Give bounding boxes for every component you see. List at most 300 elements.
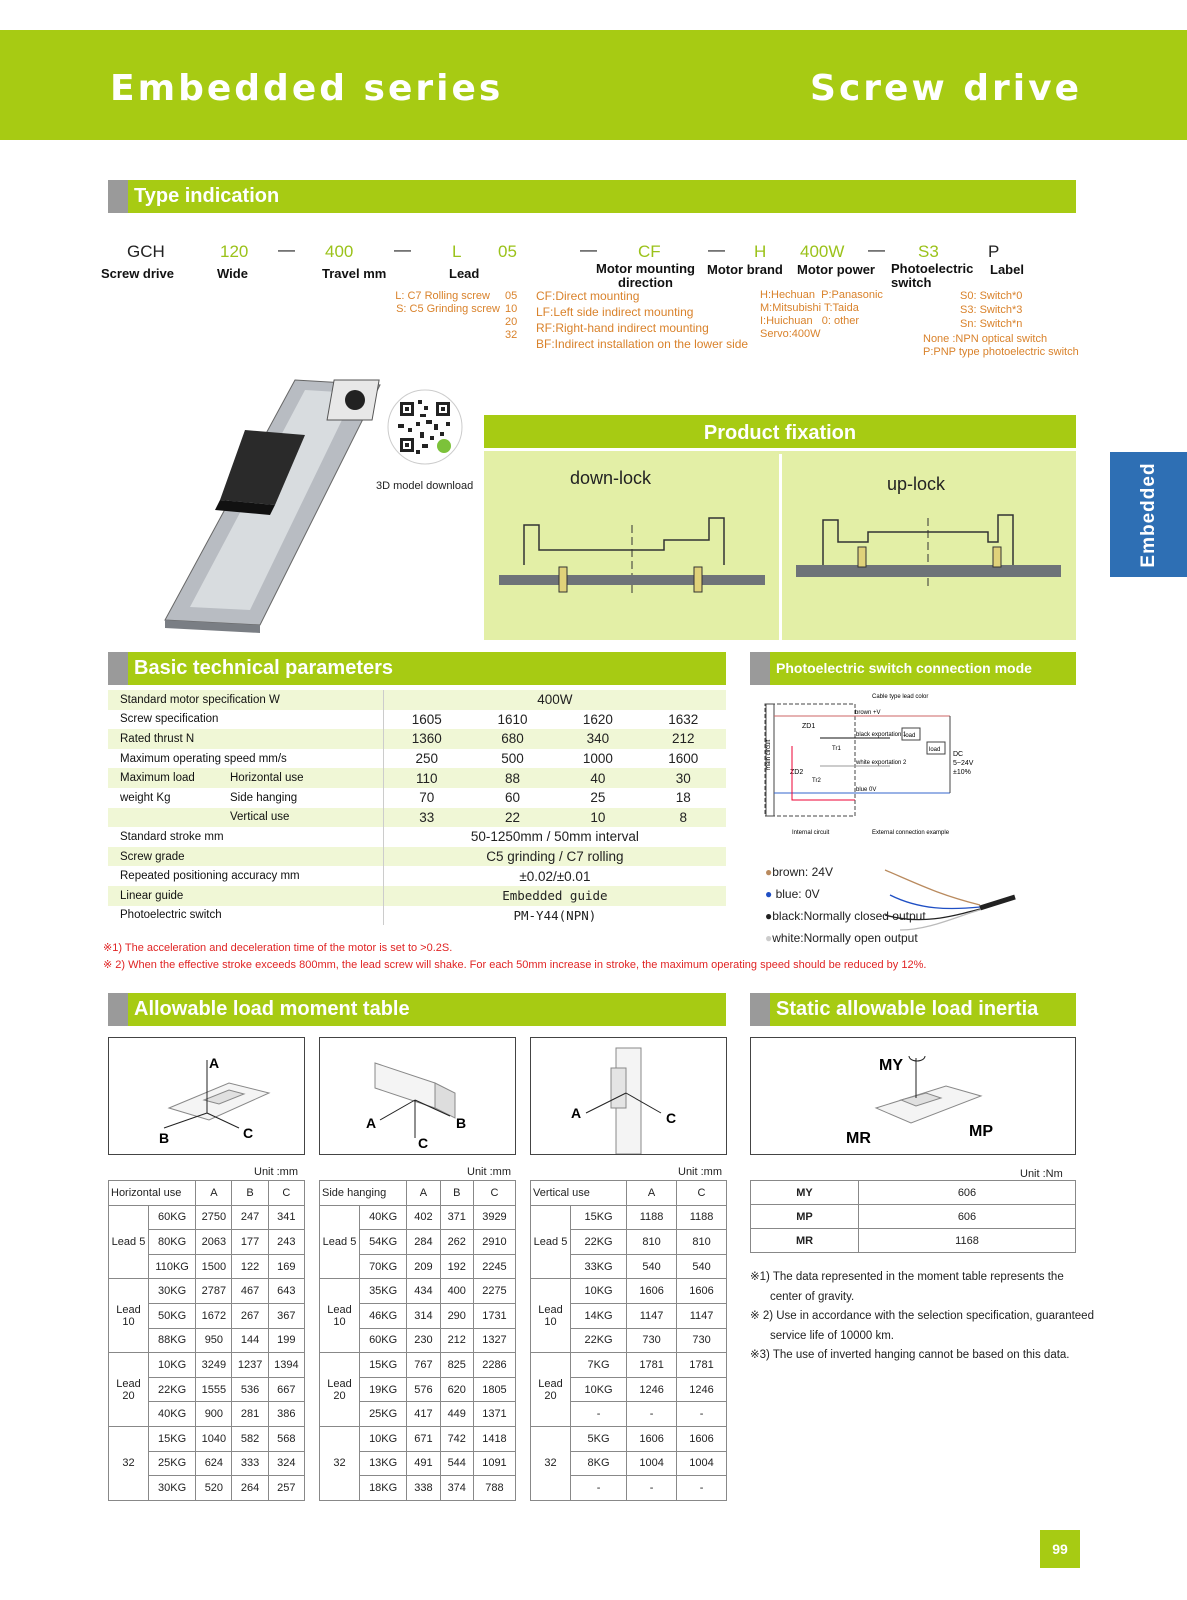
load-weight: 60KG [360,1328,407,1353]
moment-value: 1091 [473,1451,515,1476]
moment-value: 341 [268,1205,304,1230]
inertia-key: MY [751,1181,859,1205]
code-switch: S3 [918,242,939,261]
wire-blue: ● blue: 0V [765,887,820,901]
qr-caption: 3D model download [376,480,474,492]
moment-value: 540 [627,1254,677,1279]
down-lock-label: down-lock [570,468,652,488]
moment-table [530,1180,727,1501]
dc-label: DC [953,751,964,758]
load-label: load [904,733,916,739]
load-weight: 10KG [571,1279,627,1304]
param-value: 8 [641,808,726,828]
params-row [108,729,726,749]
moment-value: 449 [440,1402,473,1427]
moment-value: 247 [232,1205,268,1230]
param-value: 25 [555,788,640,808]
switch-note: S0: Switch*0 [960,290,1023,302]
load-weight: 15KG [360,1353,407,1378]
moment-value: 199 [268,1328,304,1353]
code-power: 400W [800,242,845,261]
label-note: None :NPN optical switch [923,333,1048,345]
table-row [751,1205,1076,1229]
axis-b: B [456,1115,467,1131]
moment-table [108,1180,305,1501]
moment-value: 582 [232,1426,268,1451]
label-motor-brand: Motor brand [707,262,783,277]
inertia-value: 1168 [859,1229,1076,1253]
params-row [108,866,726,886]
wire-brown: ●brown: 24V [765,865,833,879]
label-note: P:PNP type photoelectric switch [923,346,1079,358]
param-value: 1605 [383,710,470,730]
moment-value: 1606 [677,1279,727,1304]
actuator-image [110,375,390,635]
params-row [108,749,726,769]
up-lock-diagram [788,510,1068,605]
white-label: white exportation 2 [856,760,907,766]
lead-group-label: Lead 10 [109,1279,149,1353]
moment-value: 536 [232,1377,268,1402]
param-label: Rated thrust N [108,729,383,749]
param-value: 33 [383,808,470,828]
lead-note-c7: L: C7 Rolling screw [395,290,490,302]
axis-a: A [209,1055,220,1071]
tolerance-label: ±10% [953,769,971,776]
param-value: 50-1250mm / 50mm interval [383,827,726,847]
switch-note: Sn: Switch*n [960,318,1023,330]
moment-value: 209 [407,1254,440,1279]
unit-label: Unit :Nm [1020,1168,1063,1180]
param-value: 1360 [383,729,470,749]
column-header: A [627,1181,677,1206]
moment-value: 620 [440,1377,473,1402]
moment-value: 1246 [627,1377,677,1402]
moment-value: 3249 [196,1353,232,1378]
moment-value: 624 [196,1451,232,1476]
moment-value: 1672 [196,1303,232,1328]
volt-label: 5~24V [953,760,974,767]
inertia-key: MR [751,1229,859,1253]
table-row [320,1426,516,1451]
params-row [108,847,726,867]
moment-value: 281 [232,1402,268,1427]
param-value: 400W [383,690,726,710]
table-title: Vertical use [531,1181,627,1206]
load-weight: 33KG [571,1254,627,1279]
moment-value: 1246 [677,1377,727,1402]
code-label: P [988,242,1000,261]
inertia-header [750,993,1076,1026]
brand-note: H:Hechuan P:Panasonic [760,289,883,301]
load-weight: 25KG [149,1451,196,1476]
moment-value: 1327 [473,1328,515,1353]
external-label: External connection example [872,830,950,836]
moment-value: 1731 [473,1303,515,1328]
moment-value: 402 [407,1205,440,1230]
load-weight: 10KG [149,1353,196,1378]
load-weight: 30KG [149,1279,196,1304]
param-label: Repeated positioning accuracy mm [108,866,383,886]
lead-group-label: Lead 10 [531,1279,571,1353]
load-weight: 13KG [360,1451,407,1476]
wire-blue-label: blue: 0V [775,887,820,901]
blue-label: blue 0V [856,787,877,793]
note-line: ※1) The data represented in the moment table represents the [750,1271,1064,1283]
load-weight: 40KG [149,1402,196,1427]
note-line: center of gravity. [770,1290,855,1303]
lead-group-label: Lead 5 [109,1205,149,1279]
moment-value: 230 [407,1328,440,1353]
brand-note: Servo:400W [760,328,821,340]
params-row [108,768,726,788]
brown-label: brown +V [855,710,881,716]
moment-value: 1040 [196,1426,232,1451]
moment-value: 333 [232,1451,268,1476]
switch-note: S3: Switch*3 [960,304,1023,316]
param-value: PM-Y44(NPN) [383,906,726,926]
photo-switch-header [750,652,1076,685]
main-circuit-label: main circuit [766,739,772,770]
label-motor-mount: Motor mounting direction [596,261,695,290]
param-sublabel: Vertical use [228,808,383,828]
note-line: ※ 2) Use in accordance with the selection specification, guaranteed [750,1310,1094,1322]
param-value: Embedded guide [383,886,726,906]
params-row [108,808,726,828]
param-value: C5 grinding / C7 rolling [383,847,726,867]
moment-value: 284 [407,1230,440,1255]
moment-value: 1606 [677,1426,727,1451]
moment-value: 1606 [627,1279,677,1304]
lead-group-label: 32 [531,1426,571,1500]
table-title: Horizontal use [109,1181,196,1206]
load-weight: 18KG [360,1476,407,1501]
inertia-value: 606 [859,1181,1076,1205]
params-table [108,690,726,925]
load-weight: 5KG [571,1426,627,1451]
lead-group-label: Lead 10 [320,1279,360,1353]
page-number: 99 [1040,1530,1080,1568]
moment-value: 2275 [473,1279,515,1304]
moment-value: 144 [232,1328,268,1353]
param-value: 340 [555,729,640,749]
param-label: weight Kg [108,788,228,808]
lead-note-c5: S: C5 Grinding screw [396,303,500,315]
moment-value: 177 [232,1230,268,1255]
moment-value: 643 [268,1279,304,1304]
inertia-key: MP [751,1205,859,1229]
moment-header [108,993,726,1026]
fixation-divider [779,454,782,640]
moment-value: 544 [440,1451,473,1476]
param-label: Maximum load [108,768,228,788]
lead-group-label: 32 [320,1426,360,1500]
moment-table [319,1180,516,1501]
table-header-row [531,1181,727,1206]
moment-table-side [319,1180,516,1501]
param-value: ±0.02/±0.01 [383,866,726,886]
moment-value: 257 [268,1476,304,1501]
category-title: Screw drive [810,68,1082,109]
dash: — [580,240,597,259]
column-header: C [473,1181,515,1206]
load-weight: 10KG [571,1377,627,1402]
moment-value: 1004 [677,1451,727,1476]
code-brand: H [754,242,767,261]
load-weight: 15KG [149,1426,196,1451]
moment-value: 417 [407,1402,440,1427]
moment-value: 1147 [627,1303,677,1328]
internal-label: Internal circuit [792,830,830,836]
table-row [320,1279,516,1304]
type-indication-header [108,180,1076,213]
moment-value: 374 [440,1476,473,1501]
code-travel: 400 [325,242,354,261]
wire-brown-label: brown: 24V [772,865,833,879]
table-row [109,1353,305,1378]
moment-value: 122 [232,1254,268,1279]
mount-note: BF:Indirect installation on the lower side [536,337,749,351]
lead-group-label: Lead 5 [320,1205,360,1279]
moment-value: 950 [196,1328,232,1353]
cable-image [880,855,1020,935]
zd1-label: ZD1 [802,723,816,730]
section-title: Basic technical parameters [134,657,394,679]
moment-value: 1394 [268,1353,304,1378]
note-line: ※3) The use of inverted hanging cannot be based on this data. [750,1349,1070,1361]
moment-value: 371 [440,1205,473,1230]
moment-value: 1781 [627,1353,677,1378]
load-weight: 88KG [149,1328,196,1353]
table-row [531,1205,727,1230]
moment-value: - [677,1476,727,1501]
params-header [108,652,726,685]
moment-value: 2787 [196,1279,232,1304]
moment-value: 1188 [677,1205,727,1230]
moment-value: 1500 [196,1254,232,1279]
moment-value: 810 [627,1230,677,1255]
moment-value: 367 [268,1303,304,1328]
wire-white: ●white:Normally open output [765,931,918,945]
moment-value: - [627,1476,677,1501]
params-row [108,906,726,926]
tr2-label: Tr2 [812,778,821,784]
label-lead: Lead [449,266,480,281]
inertia-my: MY [879,1057,903,1074]
moment-value: 788 [473,1476,515,1501]
up-lock-label: up-lock [887,474,946,494]
dash: — [278,240,295,259]
table-row [109,1205,305,1230]
params-row [108,710,726,730]
wire-white-label: white:Normally open output [772,931,918,945]
load-weight: 10KG [360,1426,407,1451]
load-weight: 46KG [360,1303,407,1328]
lead-group-label: Lead 20 [109,1353,149,1427]
note-line: service life of 10000 km. [770,1329,895,1342]
diagram-horizontal [108,1037,305,1155]
dash: — [708,240,725,259]
inertia-table [750,1180,1076,1253]
moment-value: 212 [440,1328,473,1353]
down-lock-diagram [494,510,770,605]
section-title: Allowable load moment table [134,998,410,1020]
moment-value: 520 [196,1476,232,1501]
param-value: 500 [470,749,555,769]
param-value: 680 [470,729,555,749]
cable-label: Cable type lead color [872,694,929,700]
param-value: 1600 [641,749,726,769]
load-weight: - [571,1402,627,1427]
code-screw: L [452,242,462,261]
table-row [531,1426,727,1451]
load-weight: 50KG [149,1303,196,1328]
axis-c: C [666,1110,677,1126]
moment-value: 540 [677,1254,727,1279]
lead-value: 20 [505,316,518,328]
axis-b: B [159,1130,170,1146]
table-title: Side hanging [320,1181,407,1206]
moment-value: 290 [440,1303,473,1328]
unit-label: Unit :mm [254,1166,298,1178]
moment-value: 262 [440,1230,473,1255]
moment-value: 1418 [473,1426,515,1451]
column-header: B [232,1181,268,1206]
section-title: Photoelectric switch connection mode [776,660,1032,676]
param-value: 88 [470,768,555,788]
moment-value: 730 [677,1328,727,1353]
load-weight: 22KG [149,1377,196,1402]
moment-value: 400 [440,1279,473,1304]
table-row [531,1353,727,1378]
moment-value: 324 [268,1451,304,1476]
moment-value: 1237 [232,1353,268,1378]
column-header: B [440,1181,473,1206]
zd2-label: ZD2 [790,769,804,776]
side-tab-embedded[interactable] [1110,452,1187,577]
column-header: C [677,1181,727,1206]
param-sublabel: Horizontal use [228,768,383,788]
params-row [108,827,726,847]
param-value: 30 [641,768,726,788]
param-value: 18 [641,788,726,808]
label-label: Label [990,262,1024,277]
label-screw-drive: Screw drive [101,266,174,281]
table-row [109,1279,305,1304]
moment-table-horizontal [108,1180,305,1501]
label-wide: Wide [217,266,248,281]
table-row [320,1353,516,1378]
lead-group-label: Lead 20 [320,1353,360,1427]
load-weight: 15KG [571,1205,627,1230]
inertia-mp: MP [969,1123,993,1140]
brand-note: I:Huichuan 0: other [760,315,860,327]
moment-value: 2286 [473,1353,515,1378]
moment-value: 1555 [196,1377,232,1402]
series-title: Embedded series [110,68,504,109]
moment-value: 568 [268,1426,304,1451]
moment-value: 491 [407,1451,440,1476]
moment-table-vertical [530,1180,727,1501]
param-sublabel: Side hanging [228,788,383,808]
lead-value: 10 [505,303,518,315]
moment-value: 434 [407,1279,440,1304]
load-weight: 25KG [360,1402,407,1427]
moment-value: 1188 [627,1205,677,1230]
table-row [751,1181,1076,1205]
note-stroke: ※ 2) When the effective stroke exceeds 800mm, the lead screw will shake. For each 50mm increase in stroke, the maximum operating speed should be reduced by 12%. [103,959,927,971]
code-mount: CF [638,242,661,261]
moment-value: 2910 [473,1230,515,1255]
param-value: 60 [470,788,555,808]
section-title: Type indication [134,185,280,207]
moment-value: 243 [268,1230,304,1255]
moment-value: 3929 [473,1205,515,1230]
moment-value: 742 [440,1426,473,1451]
table-row [320,1205,516,1230]
moment-value: 1371 [473,1402,515,1427]
param-label: Photoelectric switch [108,906,383,926]
wiring-diagram [760,690,985,840]
moment-value: 576 [407,1377,440,1402]
param-value: 212 [641,729,726,749]
fixation-title: Product fixation [484,415,1076,451]
code-gch: GCH [127,242,165,261]
moment-value: 467 [232,1279,268,1304]
dash: — [394,240,411,259]
load-weight: 22KG [571,1230,627,1255]
params-row [108,788,726,808]
lead-group-label: 32 [109,1426,149,1500]
table-row [531,1279,727,1304]
moment-value: 264 [232,1476,268,1501]
diagram-side-hanging [319,1037,516,1155]
mount-note: LF:Left side indirect mounting [536,305,694,319]
code-width: 120 [220,242,249,261]
moment-value: 825 [440,1353,473,1378]
load-weight: 60KG [149,1205,196,1230]
unit-label: Unit :mm [678,1166,722,1178]
qr-code[interactable] [386,388,464,466]
moment-value: 267 [232,1303,268,1328]
param-value: 1000 [555,749,640,769]
table-header-row [320,1181,516,1206]
code-lead: 05 [498,242,517,261]
mount-note: CF:Direct mounting [536,289,640,303]
param-value: 1620 [555,710,640,730]
param-label: Screw specification [108,710,383,730]
table-header-row [109,1181,305,1206]
inertia-notes [750,1268,1110,1366]
moment-value: 767 [407,1353,440,1378]
load-weight: 8KG [571,1451,627,1476]
moment-value: 314 [407,1303,440,1328]
moment-value: 2245 [473,1254,515,1279]
moment-value: 386 [268,1402,304,1427]
load-weight: 54KG [360,1230,407,1255]
param-value: 1610 [470,710,555,730]
section-title: Static allowable load inertia [776,998,1039,1020]
label-motor-power: Motor power [797,262,875,277]
inertia-mr: MR [846,1130,871,1147]
moment-value: - [677,1402,727,1427]
params-row [108,886,726,906]
load-weight: 35KG [360,1279,407,1304]
black-label: black exportation 1 [856,732,907,738]
load-weight: 40KG [360,1205,407,1230]
inertia-value: 606 [859,1205,1076,1229]
label-photo-switch: Photoelectric switch [891,261,974,290]
